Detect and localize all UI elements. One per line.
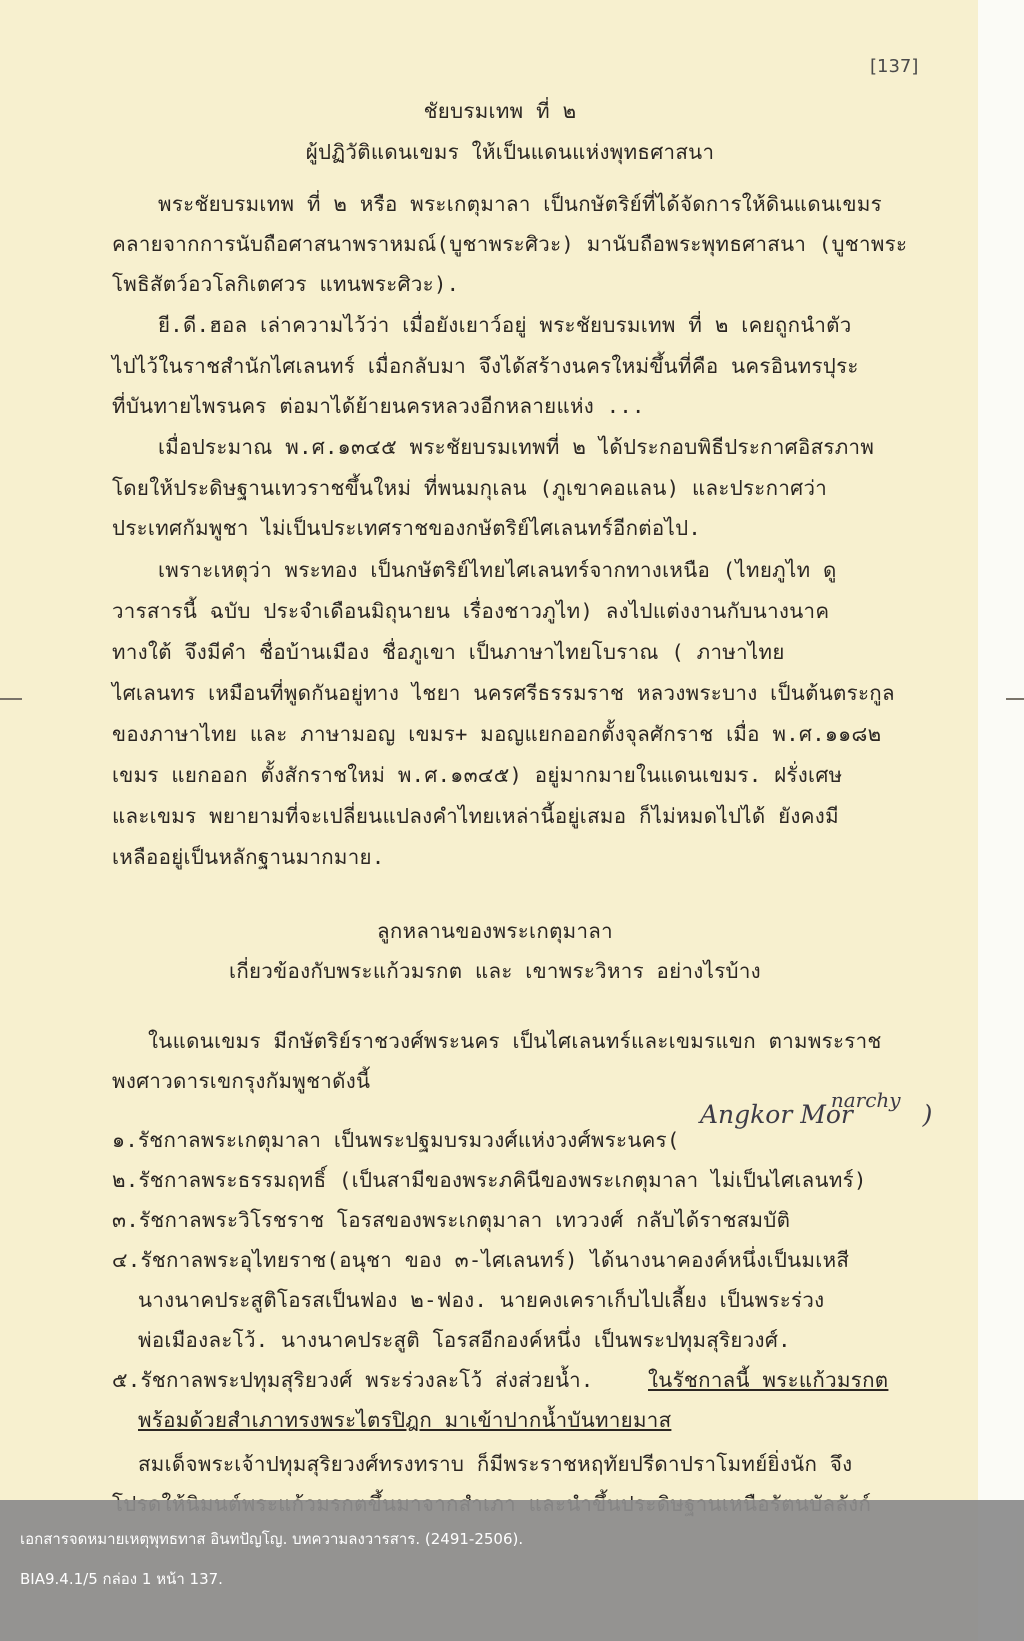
caption-reference: BIA9.4.1/5 กล่อง 1 หน้า 137. [20,1570,223,1588]
edge-tick-mark [0,698,22,700]
body-line: ยี.ดี.ฮอล เล่าความไว้ว่า เมื่อยังเยาว์อยู่ พระชัยบรมเทพ ที่ ๒ เคยถูกนำตัว [158,313,852,337]
body-line: เพราะเหตุว่า พระทอง เป็นกษัตริย์ไทยไศเลนทร์จากทางเหนือ (ไทยภูไท ดู [158,558,837,582]
edge-tick-mark [1006,698,1024,700]
body-line: ที่บันทายไพรนคร ต่อมาได้ย้ายนครหลวงอีกหลายแห่ง ... [112,394,645,418]
list-item: ๑.รัชกาลพระเกตุมาลา เป็นพระปฐมบรมวงศ์แห่งวงศ์พระนคร( [112,1128,680,1152]
list-item: ๒.รัชกาลพระธรรมฤทธิ์ (เป็นสามีของพระภคินีของพระเกตุมาลา ไม่เป็นไศเลนทร์) [112,1168,867,1192]
body-line: ทางใต้ จึงมีคำ ชื่อบ้านเมือง ชื่อภูเขา เป็นภาษาไทยโบราณ ( ภาษาไทย [112,640,785,664]
body-line: เขมร แยกออก ตั้งสักราชใหม่ พ.ศ.๑๓๔๕) อยู่มากมายในแดนเขมร. ฝรั่งเศษ [112,763,843,787]
body-line: คลายจากการนับถือศาสนาพราหมณ์(บูชาพระศิวะ) มานับถือพระพุทธศาสนา (บูชาพระ [112,232,908,256]
body-line: พระชัยบรมเทพ ที่ ๒ หรือ พระเกตุมาลา เป็นกษัตริย์ที่ได้จัดการให้ดินแดนเขมร [158,192,882,216]
list-item-continued: นางนาคประสูติโอรสเป็นฟอง ๒-ฟอง. นายคงเคราเก็บไปเลี้ยง เป็นพระร่วง [138,1288,825,1312]
body-line: โดยให้ประดิษฐานเทวราชขึ้นใหม่ ที่พนมกุเลน (ภูเขาคอแลน) และประกาศว่า [112,476,828,500]
article-title: ชัยบรมเทพ ที่ ๒ [423,99,577,123]
page-edge [978,0,1024,1641]
body-line: เมื่อประมาณ พ.ศ.๑๓๔๕ พระชัยบรมเทพที่ ๒ ได้ประกอบพิธีประกาศอิสรภาพ [158,435,875,459]
body-line: โพธิสัตว์อวโลกิเตศวร แทนพระศิวะ). [112,272,460,296]
caption-source: เอกสารจดหมายเหตุพุทธทาส อินทปัญโญ. บทความลงวารสาร. (2491-2506). [20,1530,524,1548]
body-line: สมเด็จพระเจ้าปทุมสุริยวงศ์ทรงทราบ ก็มีพระราชหฤทัยปรีดาปราโมทย์ยิ่งนัก จึง [138,1452,853,1476]
list-item: ๓.รัชกาลพระวิโรชราช โอรสของพระเกตุมาลา เทววงศ์ กลับได้ราชสมบัติ [112,1208,791,1232]
underlined-text: ในรัชกาลนี้ พระแก้วมรกต [648,1368,889,1392]
underlined-text: พร้อมด้วยสำเภาทรงพระไตรปิฎก มาเข้าปากน้ำบันทายมาส [138,1408,672,1432]
list-item: ๕.รัชกาลพระปทุมสุริยวงศ์ พระร่วงละโว้ ส่งส่วยน้ำ. [112,1368,594,1392]
body-line: ไศเลนทร เหมือนที่พูดกันอยู่ทาง ไชยา นครศรีธรรมราช หลวงพระบาง เป็นต้นตระกูล [112,681,895,705]
list-item-continued: พ่อเมืองละโว้. นางนาคประสูติ โอรสอีกองค์หนึ่ง เป็นพระปทุมสุริยวงศ์. [138,1328,791,1352]
caption-bar [0,1500,1024,1641]
body-line: วารสารนี้ ฉบับ ประจำเดือนมิถุนายน เรื่องชาวภูไท) ลงไปแต่งงานกับนางนาค [112,599,830,623]
page-number: [137] [870,56,919,77]
body-line: ประเทศกัมพูชา ไม่เป็นประเทศราชของกษัตริย์ไศเลนทร์อีกต่อไป. [112,516,702,540]
body-line: ของภาษาไทย และ ภาษามอญ เขมร+ มอญแยกออกตั้งจุลศักราช เมื่อ พ.ศ.๑๑๘๒ [112,722,882,746]
handwritten-text: Angkor Mor [700,1100,853,1129]
handwritten-annotation [700,1088,933,1129]
list-item: ๔.รัชกาลพระอุไทยราช(อนุชา ของ ๓-ไศเลนทร์) ได้นางนาคองค์หนึ่งเป็นมเหสี [112,1248,850,1272]
body-line: ในแดนเขมร มีกษัตริย์ราชวงศ์พระนคร เป็นไศเลนทร์และเขมรแขก ตามพระราช [148,1029,882,1053]
article-subtitle: ผู้ปฏิวัติแดนเขมร ให้เป็นแดนแห่งพุทธศาสนา [305,140,715,164]
handwritten-closing: ) [922,1100,933,1129]
handwritten-superscript: narchy [830,1088,901,1112]
body-line: เหลืออยู่เป็นหลักฐานมากมาย. [112,845,385,869]
section-heading: ลูกหลานของพระเกตุมาลา [377,919,613,943]
body-line: ไปไว้ในราชสำนักไศเลนทร์ เมื่อกลับมา จึงได้สร้างนครใหม่ขึ้นที่คือ นครอินทรปุระ [112,354,859,378]
section-subheading: เกี่ยวข้องกับพระแก้วมรกต และ เขาพระวิหาร อย่างไรบ้าง [229,959,761,983]
body-line: พงศาวดารเขกรุงกัมพูชาดังนี้ [112,1069,371,1093]
body-line: และเขมร พยายามที่จะเปลี่ยนแปลงคำไทยเหล่านี้อยู่เสมอ ก็ไม่หมดไปได้ ยังคงมี [112,804,839,828]
